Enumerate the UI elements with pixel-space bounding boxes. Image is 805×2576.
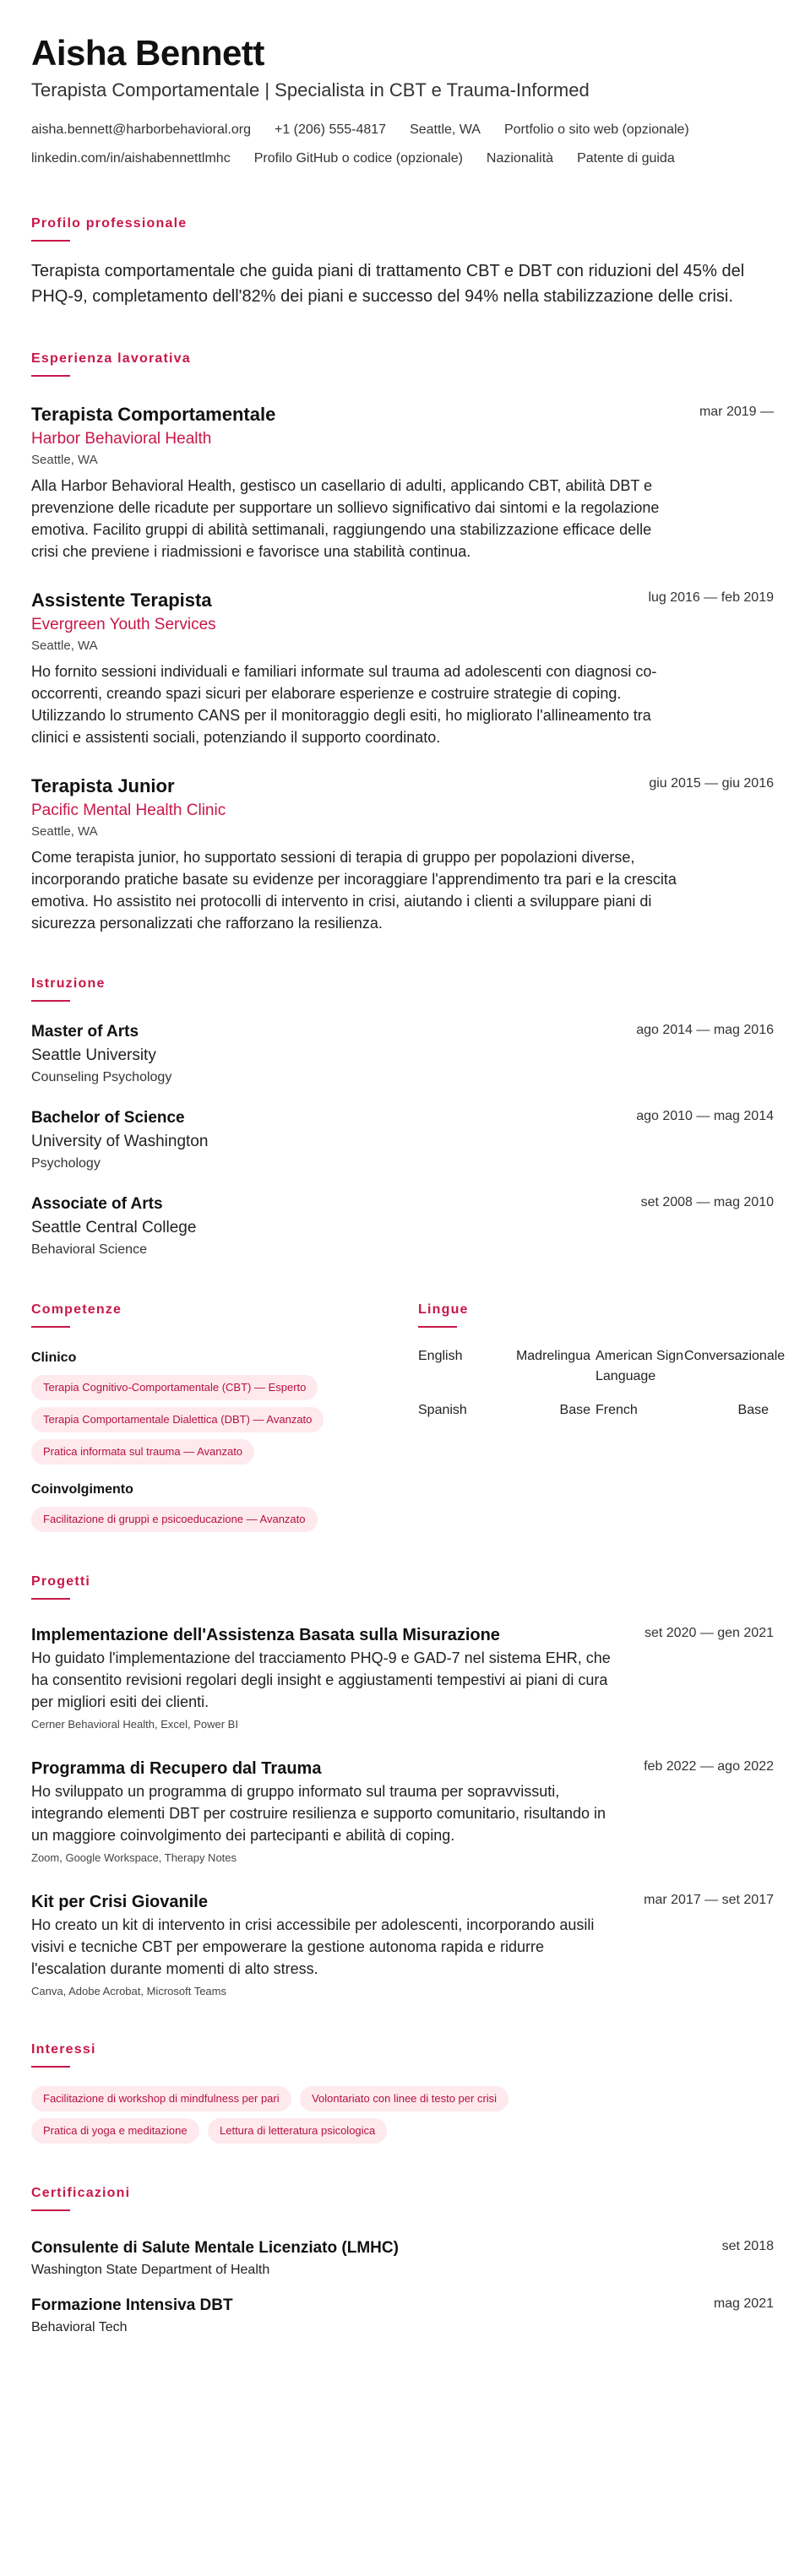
job-description: Alla Harbor Behavioral Health, gestisco un casellario di adulti, applicando CBT, abilità DBT e prevenzione delle ricadute per supportare un sollievo significativo dai sintomi e la regolazione emotiva. Facilito gruppi di abilità settimanali, raggiungendo una stabilizzazione efficace delle crisi che previene i riadmissioni e favorisce una stabilità continua. xyxy=(31,477,660,560)
profile-section xyxy=(31,216,774,309)
project-dates: set 2020 — gen 2021 xyxy=(644,1626,774,1640)
project-description: Ho guidato l'implementazione del tracciamento PHQ-9 e GAD-7 nel sistema EHR, che ha consentito revisioni regolari degli insight e aggiustamenti tempestivi ai piani di cura per migliori esiti dei clienti. xyxy=(31,1649,611,1710)
contact-driving-license: Patente di guida xyxy=(577,151,675,166)
skills-section xyxy=(31,1302,418,1532)
language-name: French xyxy=(596,1403,638,1417)
job-description: Ho fornito sessioni individuali e familiari informate sul trauma ad adolescenti con diagnosi co-occorrenti, creando spazi sicuri per elaborare esperienze e costruire strategie di coping. Utilizzando lo strumento CANS per il monitoraggio degli esiti, ho migliorato l'allineamento tra clinici e assistenti sociali, potenziando il supporto coordinato. xyxy=(31,663,657,746)
project-item xyxy=(31,1757,774,1867)
interest-chip: Volontariato con linee di testo per crisi xyxy=(300,2086,509,2111)
contact-nationality: Nazionalità xyxy=(486,151,554,166)
job-dates: lug 2016 — feb 2019 xyxy=(648,590,774,605)
education-item xyxy=(31,1020,774,1088)
company-name: Pacific Mental Health Clinic xyxy=(31,802,226,819)
certification-item xyxy=(31,2294,774,2338)
section-title-education: Istruzione xyxy=(31,976,106,991)
contact-linkedin[interactable]: linkedin.com/in/aishabennettlmhc xyxy=(31,151,231,166)
language-level: Base xyxy=(737,1403,769,1417)
certifications-section xyxy=(31,2186,774,2338)
certification-issuer: Washington State Department of Health xyxy=(31,2263,270,2277)
education-dates: ago 2014 — mag 2016 xyxy=(636,1023,774,1037)
certification-item xyxy=(31,2236,774,2280)
contact-info xyxy=(31,120,775,169)
project-description: Ho creato un kit di intervento in crisi accessibile per adolescenti, incorporando ausili visivi e tecniche CBT per empowerare la gestione autonoma rapida e ridurre l'escalation durante momenti di alto stress. xyxy=(31,1916,595,1977)
job-location: Seattle, WA xyxy=(31,639,98,653)
skill-chips xyxy=(31,1500,418,1532)
project-dates: mar 2017 — set 2017 xyxy=(644,1893,774,1907)
profile-text: Terapista comportamentale che guida piani di trattamento CBT e DBT con riduzioni del 45% del PHQ-9, completamento dell'82% dei piani e successo del 94% nella stabilizzazione delle crisi. xyxy=(31,262,745,306)
project-item xyxy=(31,1623,774,1733)
interest-chips xyxy=(31,2079,690,2144)
headline: Terapista Comportamentale | Specialista in CBT e Trauma-Informed xyxy=(31,79,590,101)
skill-chip: Facilitazione di gruppi e psicoeducazione — Avanzato xyxy=(31,1507,318,1532)
school-name: Seattle University xyxy=(31,1046,156,1064)
interest-chip: Lettura di letteratura psicologica xyxy=(208,2118,387,2144)
project-name: Implementazione dell'Assistenza Basata sulla Misurazione xyxy=(31,1626,500,1644)
project-name: Kit per Crisi Giovanile xyxy=(31,1893,208,1911)
experience-item xyxy=(31,588,774,748)
field-of-study: Psychology xyxy=(31,1156,101,1171)
project-description: Ho sviluppato un programma di gruppo informato sul trauma per sopravvissuti, integrando elementi DBT per costruire resilienza e supporto comunitario, risultando in un maggiore coinvolgimento dei partecipanti e abilità di coping. xyxy=(31,1783,606,1844)
project-tools: Zoom, Google Workspace, Therapy Notes xyxy=(31,1851,237,1864)
skill-chip: Terapia Comportamentale Dialettica (DBT) — Avanzato xyxy=(31,1407,324,1432)
skill-category: Coinvolgimento xyxy=(31,1482,133,1497)
skill-chips xyxy=(31,1368,403,1465)
languages-section xyxy=(418,1302,786,1532)
experience-section xyxy=(31,351,774,934)
language-level: Madrelingua xyxy=(515,1349,590,1363)
language-level: Base xyxy=(559,1403,590,1417)
skill-group xyxy=(31,1348,418,1465)
language-level: Conversazionale xyxy=(684,1349,786,1363)
certification-date: set 2018 xyxy=(721,2239,774,2253)
language-name: American Sign Language xyxy=(596,1349,684,1383)
section-divider xyxy=(31,1326,70,1328)
degree: Associate of Arts xyxy=(31,1195,163,1213)
school-name: University of Washington xyxy=(31,1133,209,1150)
project-dates: feb 2022 — ago 2022 xyxy=(644,1759,774,1774)
projects-section xyxy=(31,1574,774,2000)
degree: Bachelor of Science xyxy=(31,1109,185,1127)
language-name: English xyxy=(418,1349,463,1363)
contact-location: Seattle, WA xyxy=(410,122,481,137)
project-item xyxy=(31,1890,774,2000)
job-title: Terapista Comportamentale xyxy=(31,404,276,425)
education-item xyxy=(31,1193,774,1260)
contact-website[interactable]: Portfolio o sito web (opzionale) xyxy=(503,122,689,137)
job-title: Assistente Terapista xyxy=(31,590,212,611)
contact-email[interactable]: aisha.bennett@harborbehavioral.org xyxy=(31,122,251,137)
certification-name: Formazione Intensiva DBT xyxy=(31,2296,233,2314)
project-tools: Cerner Behavioral Health, Excel, Power BI xyxy=(31,1718,238,1731)
section-title-skills: Competenze xyxy=(31,1302,122,1317)
section-title-interests: Interessi xyxy=(31,2042,96,2057)
field-of-study: Behavioral Science xyxy=(31,1242,147,1257)
section-divider xyxy=(31,2066,70,2068)
section-divider xyxy=(31,240,70,242)
certification-name: Consulente di Salute Mentale Licenziato (LMHC) xyxy=(31,2239,399,2257)
school-name: Seattle Central College xyxy=(31,1219,197,1236)
section-divider xyxy=(31,1598,70,1600)
section-title-experience: Esperienza lavorativa xyxy=(31,351,191,366)
project-name: Programma di Recupero dal Trauma xyxy=(31,1759,322,1778)
education-section xyxy=(31,976,774,1260)
interest-chip: Pratica di yoga e meditazione xyxy=(31,2118,199,2144)
experience-item xyxy=(31,402,774,562)
header xyxy=(31,32,774,169)
certification-date: mag 2021 xyxy=(713,2296,774,2311)
skill-chip: Terapia Cognitivo-Comportamentale (CBT) — Esperto xyxy=(31,1375,318,1400)
section-title-projects: Progetti xyxy=(31,1574,91,1589)
education-item xyxy=(31,1106,774,1174)
education-dates: set 2008 — mag 2010 xyxy=(640,1195,774,1209)
language-name: Spanish xyxy=(418,1403,467,1417)
degree: Master of Arts xyxy=(31,1023,139,1041)
section-title-profile: Profilo professionale xyxy=(31,216,188,231)
job-dates: giu 2015 — giu 2016 xyxy=(649,776,774,791)
languages-list xyxy=(418,1346,786,1421)
contact-phone[interactable]: +1 (206) 555-4817 xyxy=(274,122,387,137)
field-of-study: Counseling Psychology xyxy=(31,1070,172,1084)
section-title-certifications: Certificazioni xyxy=(31,2186,131,2200)
job-description: Come terapista junior, ho supportato sessioni di terapia di gruppo per popolazioni diverse, incorporando pratiche basate su evidenze per incoraggiare l'apprendimento tra pari e la crescita emotiva. Ho assistito nei protocolli di intervento in crisi, aiutando i clienti a sviluppare piani di sicurezza personalizzati che rafforzano la resilienza. xyxy=(31,849,677,932)
experience-item xyxy=(31,774,774,934)
job-location: Seattle, WA xyxy=(31,824,98,839)
skill-group xyxy=(31,1480,418,1532)
interest-chip: Facilitazione di workshop di mindfulness per pari xyxy=(31,2086,291,2111)
education-dates: ago 2010 — mag 2014 xyxy=(636,1109,774,1123)
section-divider xyxy=(31,375,70,377)
skill-chip: Pratica informata sul trauma — Avanzato xyxy=(31,1439,254,1465)
section-title-languages: Lingue xyxy=(418,1302,469,1317)
section-divider xyxy=(31,2209,70,2211)
candidate-name: Aisha Bennett xyxy=(31,33,264,73)
project-tools: Canva, Adobe Acrobat, Microsoft Teams xyxy=(31,1985,226,1997)
company-name: Evergreen Youth Services xyxy=(31,616,216,633)
section-divider xyxy=(418,1326,457,1328)
skill-category: Clinico xyxy=(31,1350,77,1365)
skills-languages-row xyxy=(31,1302,786,1532)
company-name: Harbor Behavioral Health xyxy=(31,430,212,448)
job-dates: mar 2019 — xyxy=(699,405,774,419)
contact-github[interactable]: Profilo GitHub o codice (opzionale) xyxy=(253,151,463,166)
interests-section xyxy=(31,2042,774,2144)
job-title: Terapista Junior xyxy=(31,775,175,796)
job-location: Seattle, WA xyxy=(31,453,98,467)
certification-issuer: Behavioral Tech xyxy=(31,2320,128,2334)
section-divider xyxy=(31,1000,70,1002)
